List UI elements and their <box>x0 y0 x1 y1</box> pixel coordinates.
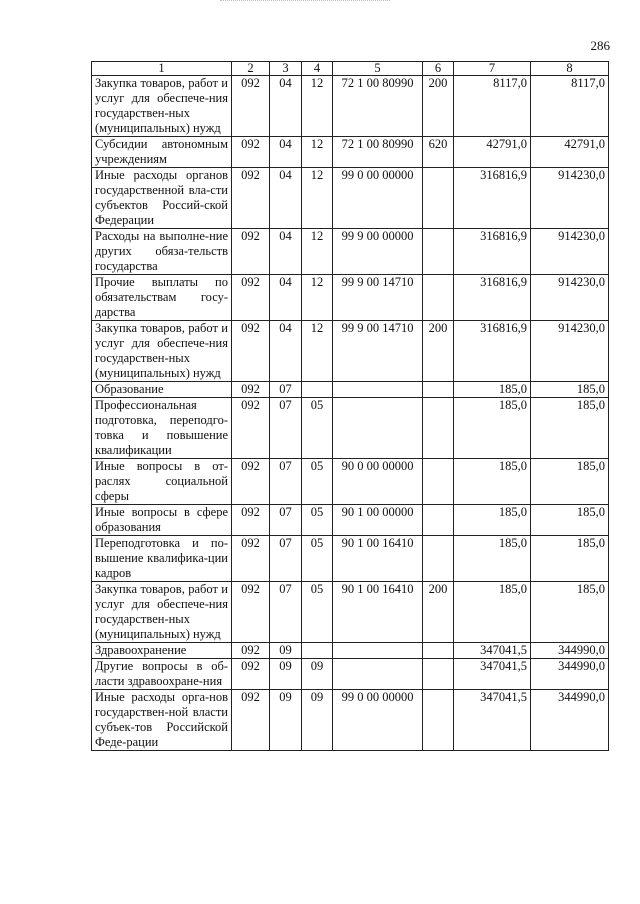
amount-year-1: 185,0 <box>454 459 531 505</box>
section-code: 04 <box>270 168 302 229</box>
ministry-code: 092 <box>232 690 270 751</box>
ministry-code: 092 <box>232 168 270 229</box>
item-name: Закупка товаров, работ и услуг для обеспече-ния государствен-ных (муниципальных) нужд <box>92 76 232 137</box>
ministry-code: 092 <box>232 137 270 168</box>
budget-table <box>91 61 609 751</box>
target-article-code: 90 1 00 00000 <box>333 505 423 536</box>
subsection-code: 05 <box>302 582 333 643</box>
table-body <box>92 76 609 751</box>
section-code: 04 <box>270 137 302 168</box>
item-name: Субсидии автономным учреждениям <box>92 137 232 168</box>
target-article-code: 72 1 00 80990 <box>333 137 423 168</box>
table-row <box>92 643 609 659</box>
amount-year-1: 347041,5 <box>454 643 531 659</box>
amount-year-2: 185,0 <box>531 505 609 536</box>
amount-year-1: 8117,0 <box>454 76 531 137</box>
ministry-code: 092 <box>232 76 270 137</box>
amount-year-1: 316816,9 <box>454 229 531 275</box>
ministry-code: 092 <box>232 275 270 321</box>
item-name: Прочие выплаты по обязательствам госу-дарства <box>92 275 232 321</box>
amount-year-2: 914230,0 <box>531 321 609 382</box>
target-article-code: 99 0 00 00000 <box>333 168 423 229</box>
target-article-code: 99 9 00 14710 <box>333 275 423 321</box>
expense-type-code <box>423 690 454 751</box>
header-row <box>92 62 609 76</box>
ministry-code: 092 <box>232 459 270 505</box>
ministry-code: 092 <box>232 582 270 643</box>
expense-type-code: 200 <box>423 582 454 643</box>
amount-year-1: 185,0 <box>454 536 531 582</box>
ministry-code: 092 <box>232 536 270 582</box>
expense-type-code: 620 <box>423 137 454 168</box>
column-header: 8 <box>531 62 609 76</box>
target-article-code <box>333 382 423 398</box>
section-code: 09 <box>270 659 302 690</box>
subsection-code: 12 <box>302 168 333 229</box>
amount-year-2: 185,0 <box>531 382 609 398</box>
item-name: Иные вопросы в сфере образования <box>92 505 232 536</box>
table-row <box>92 321 609 382</box>
subsection-code: 12 <box>302 229 333 275</box>
target-article-code: 99 9 00 00000 <box>333 229 423 275</box>
amount-year-2: 185,0 <box>531 398 609 459</box>
amount-year-2: 344990,0 <box>531 643 609 659</box>
expense-type-code <box>423 643 454 659</box>
section-code: 07 <box>270 382 302 398</box>
amount-year-1: 185,0 <box>454 398 531 459</box>
amount-year-2: 344990,0 <box>531 659 609 690</box>
target-article-code: 72 1 00 80990 <box>333 76 423 137</box>
column-header: 3 <box>270 62 302 76</box>
item-name: Закупка товаров, работ и услуг для обеспече-ния государствен-ных (муниципальных) нужд <box>92 321 232 382</box>
target-article-code: 90 1 00 16410 <box>333 582 423 643</box>
subsection-code <box>302 382 333 398</box>
scan-artifact-line <box>220 0 390 4</box>
section-code: 04 <box>270 275 302 321</box>
amount-year-1: 347041,5 <box>454 659 531 690</box>
table-row <box>92 137 609 168</box>
amount-year-2: 185,0 <box>531 582 609 643</box>
section-code: 07 <box>270 398 302 459</box>
column-header: 2 <box>232 62 270 76</box>
section-code: 09 <box>270 690 302 751</box>
subsection-code: 12 <box>302 76 333 137</box>
amount-year-1: 347041,5 <box>454 690 531 751</box>
target-article-code: 90 1 00 16410 <box>333 536 423 582</box>
amount-year-1: 185,0 <box>454 582 531 643</box>
section-code: 09 <box>270 643 302 659</box>
ministry-code: 092 <box>232 382 270 398</box>
section-code: 07 <box>270 536 302 582</box>
target-article-code <box>333 643 423 659</box>
ministry-code: 092 <box>232 505 270 536</box>
table-row <box>92 275 609 321</box>
table-row <box>92 76 609 137</box>
subsection-code: 09 <box>302 659 333 690</box>
expense-type-code <box>423 382 454 398</box>
subsection-code: 12 <box>302 275 333 321</box>
item-name: Переподготовка и по-вышение квалифика-ции кадров <box>92 536 232 582</box>
section-code: 04 <box>270 321 302 382</box>
table-row <box>92 659 609 690</box>
ministry-code: 092 <box>232 659 270 690</box>
item-name: Образование <box>92 382 232 398</box>
column-header: 7 <box>454 62 531 76</box>
expense-type-code <box>423 505 454 536</box>
item-name: Закупка товаров, работ и услуг для обеспече-ния государствен-ных (муниципальных) нужд <box>92 582 232 643</box>
amount-year-2: 914230,0 <box>531 229 609 275</box>
item-name: Расходы на выполне-ние других обяза-тельств государства <box>92 229 232 275</box>
subsection-code: 12 <box>302 321 333 382</box>
target-article-code: 90 0 00 00000 <box>333 459 423 505</box>
item-name: Иные расходы орга-нов государствен-ной власти субъек-тов Российской Феде-рации <box>92 690 232 751</box>
amount-year-2: 42791,0 <box>531 137 609 168</box>
subsection-code: 05 <box>302 505 333 536</box>
subsection-code: 05 <box>302 536 333 582</box>
expense-type-code <box>423 168 454 229</box>
expense-type-code: 200 <box>423 76 454 137</box>
table-row <box>92 505 609 536</box>
page-number: 286 <box>590 38 610 53</box>
subsection-code <box>302 643 333 659</box>
target-article-code <box>333 398 423 459</box>
amount-year-1: 42791,0 <box>454 137 531 168</box>
column-header: 1 <box>92 62 232 76</box>
target-article-code: 99 9 00 14710 <box>333 321 423 382</box>
section-code: 04 <box>270 76 302 137</box>
table-row <box>92 459 609 505</box>
subsection-code: 09 <box>302 690 333 751</box>
item-name: Иные вопросы в от-раслях социальной сферы <box>92 459 232 505</box>
column-header: 5 <box>333 62 423 76</box>
section-code: 07 <box>270 459 302 505</box>
table-row <box>92 382 609 398</box>
amount-year-1: 185,0 <box>454 382 531 398</box>
column-header: 4 <box>302 62 333 76</box>
amount-year-1: 316816,9 <box>454 168 531 229</box>
amount-year-2: 8117,0 <box>531 76 609 137</box>
table-row <box>92 229 609 275</box>
subsection-code: 05 <box>302 459 333 505</box>
item-name: Профессиональная подготовка, переподго-товка и повышение квалификации <box>92 398 232 459</box>
expense-type-code <box>423 229 454 275</box>
table-row <box>92 690 609 751</box>
item-name: Здравоохранение <box>92 643 232 659</box>
target-article-code: 99 0 00 00000 <box>333 690 423 751</box>
section-code: 07 <box>270 582 302 643</box>
item-name: Другие вопросы в об-ласти здравоохране-ния <box>92 659 232 690</box>
column-header: 6 <box>423 62 454 76</box>
ministry-code: 092 <box>232 321 270 382</box>
item-name: Иные расходы органов государственной вла-сти субъектов Россий-ской Федерации <box>92 168 232 229</box>
amount-year-1: 316816,9 <box>454 275 531 321</box>
expense-type-code <box>423 659 454 690</box>
amount-year-2: 914230,0 <box>531 168 609 229</box>
expense-type-code <box>423 536 454 582</box>
amount-year-1: 185,0 <box>454 505 531 536</box>
section-code: 04 <box>270 229 302 275</box>
subsection-code: 05 <box>302 398 333 459</box>
table-row <box>92 168 609 229</box>
amount-year-2: 914230,0 <box>531 275 609 321</box>
table-row <box>92 536 609 582</box>
expense-type-code <box>423 459 454 505</box>
amount-year-2: 344990,0 <box>531 690 609 751</box>
expense-type-code: 200 <box>423 321 454 382</box>
expense-type-code <box>423 398 454 459</box>
amount-year-2: 185,0 <box>531 536 609 582</box>
ministry-code: 092 <box>232 229 270 275</box>
amount-year-1: 316816,9 <box>454 321 531 382</box>
amount-year-2: 185,0 <box>531 459 609 505</box>
ministry-code: 092 <box>232 643 270 659</box>
table-row <box>92 398 609 459</box>
ministry-code: 092 <box>232 398 270 459</box>
target-article-code <box>333 659 423 690</box>
table-row <box>92 582 609 643</box>
subsection-code: 12 <box>302 137 333 168</box>
section-code: 07 <box>270 505 302 536</box>
expense-type-code <box>423 275 454 321</box>
